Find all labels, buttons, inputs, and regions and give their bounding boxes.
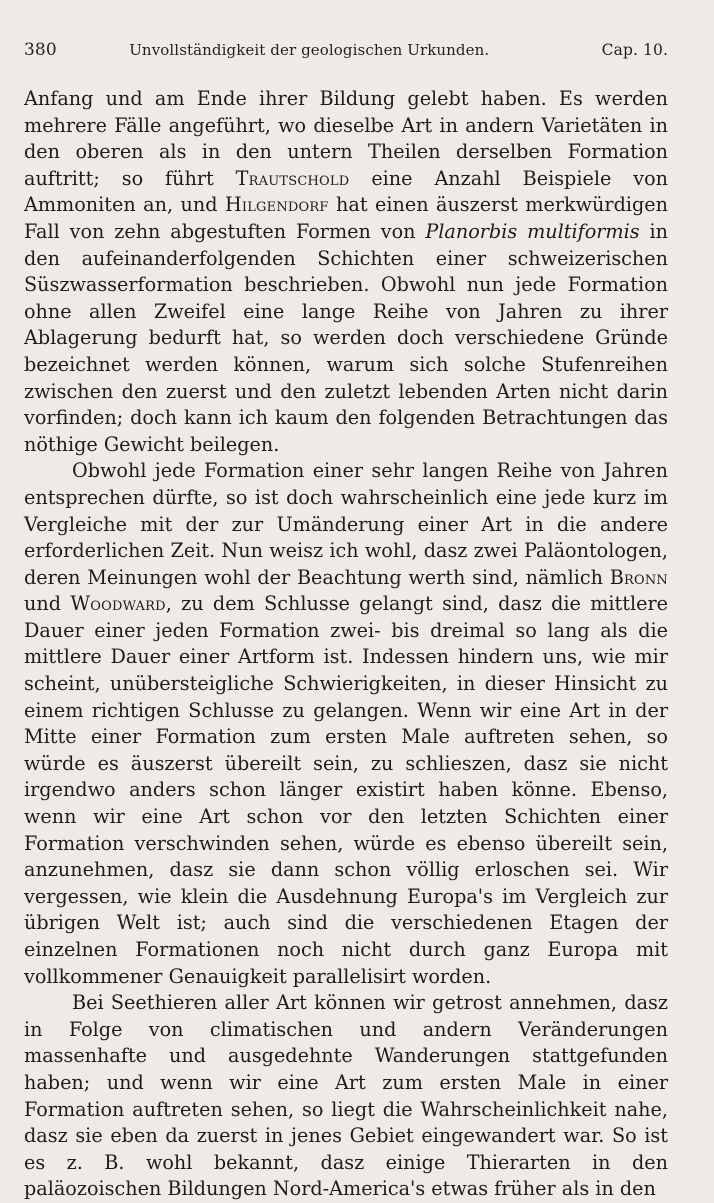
paragraph-3: Bei Seethieren aller Art können wir getrost annehmen, dasz in Folge von climatischen und andern Veränderungen massenhafte und ausgedehnte Wanderungen stattgefunden haben; und wenn wir eine Art zum ersten Male in einer Formation auftreten sehen, so liegt die Wahrscheinlichkeit nahe, dasz sie eben da zuerst in jenes Gebiet eingewandert war. So ist es z. B. wohl bekannt, dasz einige Thierarten in den paläozoischen Bildungen Nord-America's etwas früher als in den (24, 991, 668, 1201)
paragraph-2-part-2: und (24, 592, 71, 616)
paragraph-1-part-3: hat einen äuszerst merkwürdigen Fall von zehn abgestuften Formen von (24, 193, 668, 243)
running-title: Unvollständigkeit der geologischen Urkunden. (129, 41, 490, 59)
author-name-woodward: Woodward (70, 592, 166, 616)
author-name-bronn: Bronn (609, 565, 668, 589)
paragraph-1-part-4: in den aufeinanderfolgenden Schichten einer schweizerischen Süszwasserformation beschrieben. Obwohl nun jede Formation ohne allen Zweifel eine lange Reihe von Jahren zu ihrer Ablagerung bedurft hat, so werden doch verschiedene Gründe bezeichnet werden können, warum sich solche Stufenreihen zwischen den zuerst und den zuletzt lebenden Arten nicht darin vorfinden; doch kann ich kaum den folgenden Betrachtungen das nöthige Gewicht beilegen. (24, 219, 668, 456)
chapter-label: Cap. 10. (601, 41, 668, 59)
running-header (24, 40, 668, 74)
page-number: 380 (24, 40, 57, 60)
author-name-hilgendorf: Hilgendorf (224, 193, 329, 217)
species-name: Planorbis multiformis (425, 219, 640, 243)
paragraph-1-part-2: eine Anzahl Beispiele von Ammoniten an, und (24, 166, 668, 217)
paragraph-2-part-3: , zu dem Schlusse gelangt sind, dasz die mittlere Dauer einer jeden Formation zwei- bis dreimal so lang als die mittlere Dauer einer Artform ist. Indessen hindern uns, wie mir scheint, unübersteigliche Schwierigkeiten, in dieser Hinsicht zu einem richtigen Schlusse zu gelangen. Wenn wir eine Art in der Mitte einer Formation zum ersten Male auftreten sehen, so würde es äuszerst übereilt sein, zu schlieszen, dasz sie nicht irgendwo anders schon länger existirt haben könne. Ebenso, wenn wir eine Art schon vor den letzten Schichten einer Formation verschwinden sehen, würde es ebenso übereilt sein, anzunehmen, dasz sie dann schon völlig erloschen sei. Wir vergessen, wie klein die Ausdehnung Europa's im Vergleich zur übrigen Welt ist; auch sind die verschiedenen Etagen der einzelnen Formationen noch nicht durch ganz Europa mit vollkommener Genauigkeit parallelisirt worden. (24, 592, 668, 988)
paragraph-1 (24, 86, 668, 458)
author-name-trautschold: Trautschold (235, 166, 350, 190)
paragraph-1-part-1: Anfang und am Ende ihrer Bildung gelebt haben. Es werden mehrere Fälle angeführt, wo dieselbe Art in andern Varietäten in den oberen als in den untern Theilen derselben Formation auftritt; so führt (24, 87, 668, 190)
paragraph-2 (24, 458, 668, 990)
body-text (24, 86, 668, 1201)
paragraph-2-part-1: Obwohl jede Formation einer sehr langen Reihe von Jahren entsprechen dürfte, so ist doch wahrscheinlich eine jede kurz im Vergleiche mit der zur Umänderung einer Art in die andere erforderlichen Zeit. Nun weisz ich wohl, dasz zwei Paläontologen, deren Meinungen wohl der Beachtung werth sind, nämlich (24, 459, 668, 589)
